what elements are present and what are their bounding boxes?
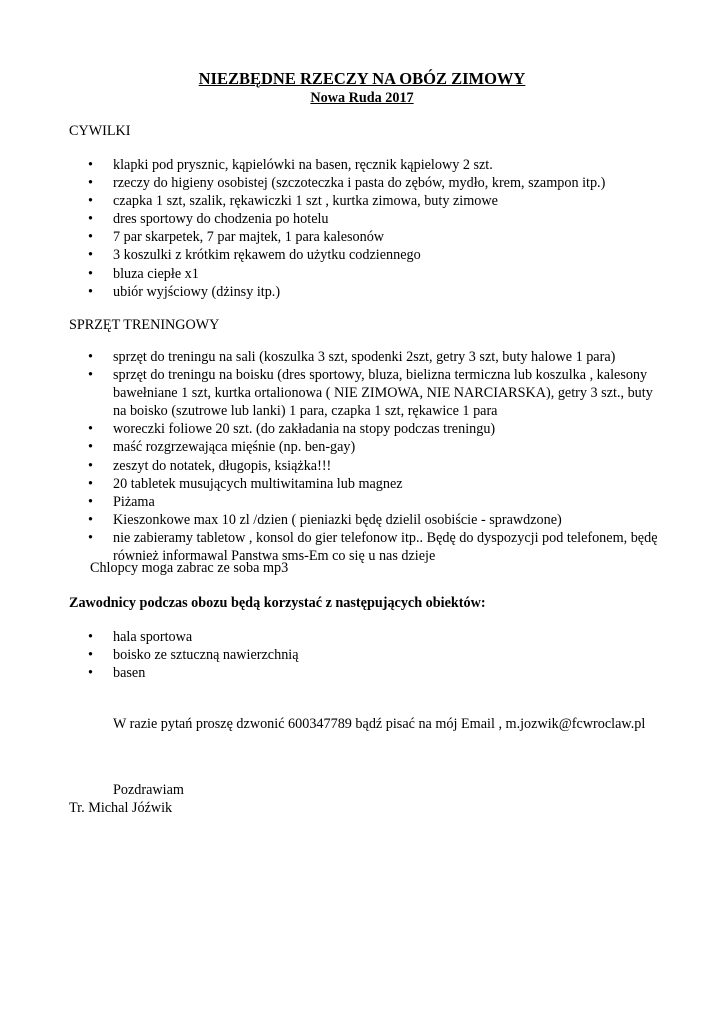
list-item: • czapka 1 szt, szalik, rękawiczki 1 szt , kurtka zimowa, buty zimowe: [88, 193, 498, 210]
list-obiekty: [0, 628, 724, 682]
bullet-icon: •: [88, 421, 93, 438]
list-item: • zeszyt do notatek, długopis, książka!!!: [88, 457, 332, 474]
bullet-icon: •: [88, 247, 93, 264]
bullet-icon: •: [88, 349, 93, 365]
bullet-icon: •: [88, 265, 93, 282]
section-heading-sprzet: SPRZĘT TRENINGOWY: [69, 317, 220, 333]
list-item: • hala sportowa: [88, 629, 193, 645]
list-item: • bluza ciepłe x1: [88, 265, 199, 282]
bullet-icon: •: [88, 493, 93, 510]
list-item: • 3 koszulki z krótkim rękawem do użytku codziennego: [88, 247, 421, 264]
list-item: • basen: [88, 665, 146, 682]
list-item: • maść rozgrzewająca mięśnie (np. ben-gay): [88, 439, 356, 456]
closing-greeting: Pozdrawiam: [113, 782, 184, 798]
bullet-icon: •: [88, 175, 93, 192]
list-item: • rzeczy do higieny osobistej (szczoteczka i pasta do zębów, mydło, krem, szampon itp.): [88, 175, 606, 192]
bullet-icon: •: [88, 439, 93, 456]
bullet-icon: •: [88, 229, 93, 246]
list-item: • Kieszonkowe max 10 zl /dzien ( pieniazki będę dzielil osobiście - sprawdzone): [88, 511, 562, 528]
bullet-icon: •: [88, 665, 93, 682]
document-subtitle: Nowa Ruda 2017: [310, 90, 414, 106]
bullet-icon: •: [88, 629, 93, 645]
bullet-icon: •: [88, 647, 93, 664]
list-item: • ubiór wyjściowy (dżinsy itp.): [88, 283, 281, 300]
signature: Tr. Michal Jóźwik: [69, 800, 173, 816]
list-item: • klapki pod prysznic, kąpielówki na basen, ręcznik kąpielowy 2 szt.: [88, 157, 493, 173]
document-title: NIEZBĘDNE RZECZY NA OBÓZ ZIMOWY: [198, 69, 526, 88]
list-item: • boisko ze sztuczną nawierzchnią: [88, 647, 299, 664]
section-heading-obiekty: Zawodnicy podczas obozu będą korzystać z następujących obiektów:: [69, 595, 486, 611]
list-item: • 7 par skarpetek, 7 par majtek, 1 para kalesonów: [88, 229, 385, 246]
list-item: • sprzęt do treningu na sali (koszulka 3 szt, spodenki 2szt, getry 3 szt, buty halowe 1 para): [88, 349, 616, 365]
bullet-icon: •: [88, 511, 93, 528]
bullet-icon: •: [88, 283, 93, 300]
bullet-icon: •: [88, 475, 93, 492]
bullet-icon: •: [88, 367, 93, 384]
list-item: • Piżama: [88, 493, 155, 510]
contact-paragraph: W razie pytań proszę dzwonić 600347789 bądź pisać na mój Email , m.jozwik@fcwroclaw.pl: [113, 716, 646, 732]
bullet-icon: •: [88, 529, 93, 546]
bullet-icon: •: [88, 457, 93, 474]
list-item: • sprzęt do treningu na boisku (dres sportowy, bluza, bielizna termiczna lub koszulka , kalesony bawełniane 1 szt, kurtka ortalionowa ( NIE ZIMOWA, NIE NARCIARSKA), getry 3 szt., buty na boisko (szutrowe lub lanki) 1 para, czapka 1 szt, rękawice 1 para: [88, 367, 653, 420]
list-sprzet: [0, 348, 660, 565]
section-heading-cywilki: CYWILKI: [69, 123, 131, 139]
list-item: • dres sportowy do chodzenia po hotelu: [88, 211, 329, 228]
note-mp3: Chlopcy moga zabrac ze soba mp3: [90, 560, 289, 576]
list-item: • nie zabieramy tabletow , konsol do gier telefonow itp.. Będę do dyspozycji pod telefonem, będę również informawal Panstwa sms-Em co się u nas dzieje: [88, 529, 658, 565]
bullet-icon: •: [88, 157, 93, 173]
list-item: • 20 tabletek musujących multiwitamina lub magnez: [88, 475, 403, 492]
list-cywilki: [0, 156, 724, 301]
bullet-icon: •: [88, 193, 93, 210]
list-item: • woreczki foliowe 20 szt. (do zakładania na stopy podczas treningu): [88, 421, 496, 438]
bullet-icon: •: [88, 211, 93, 228]
